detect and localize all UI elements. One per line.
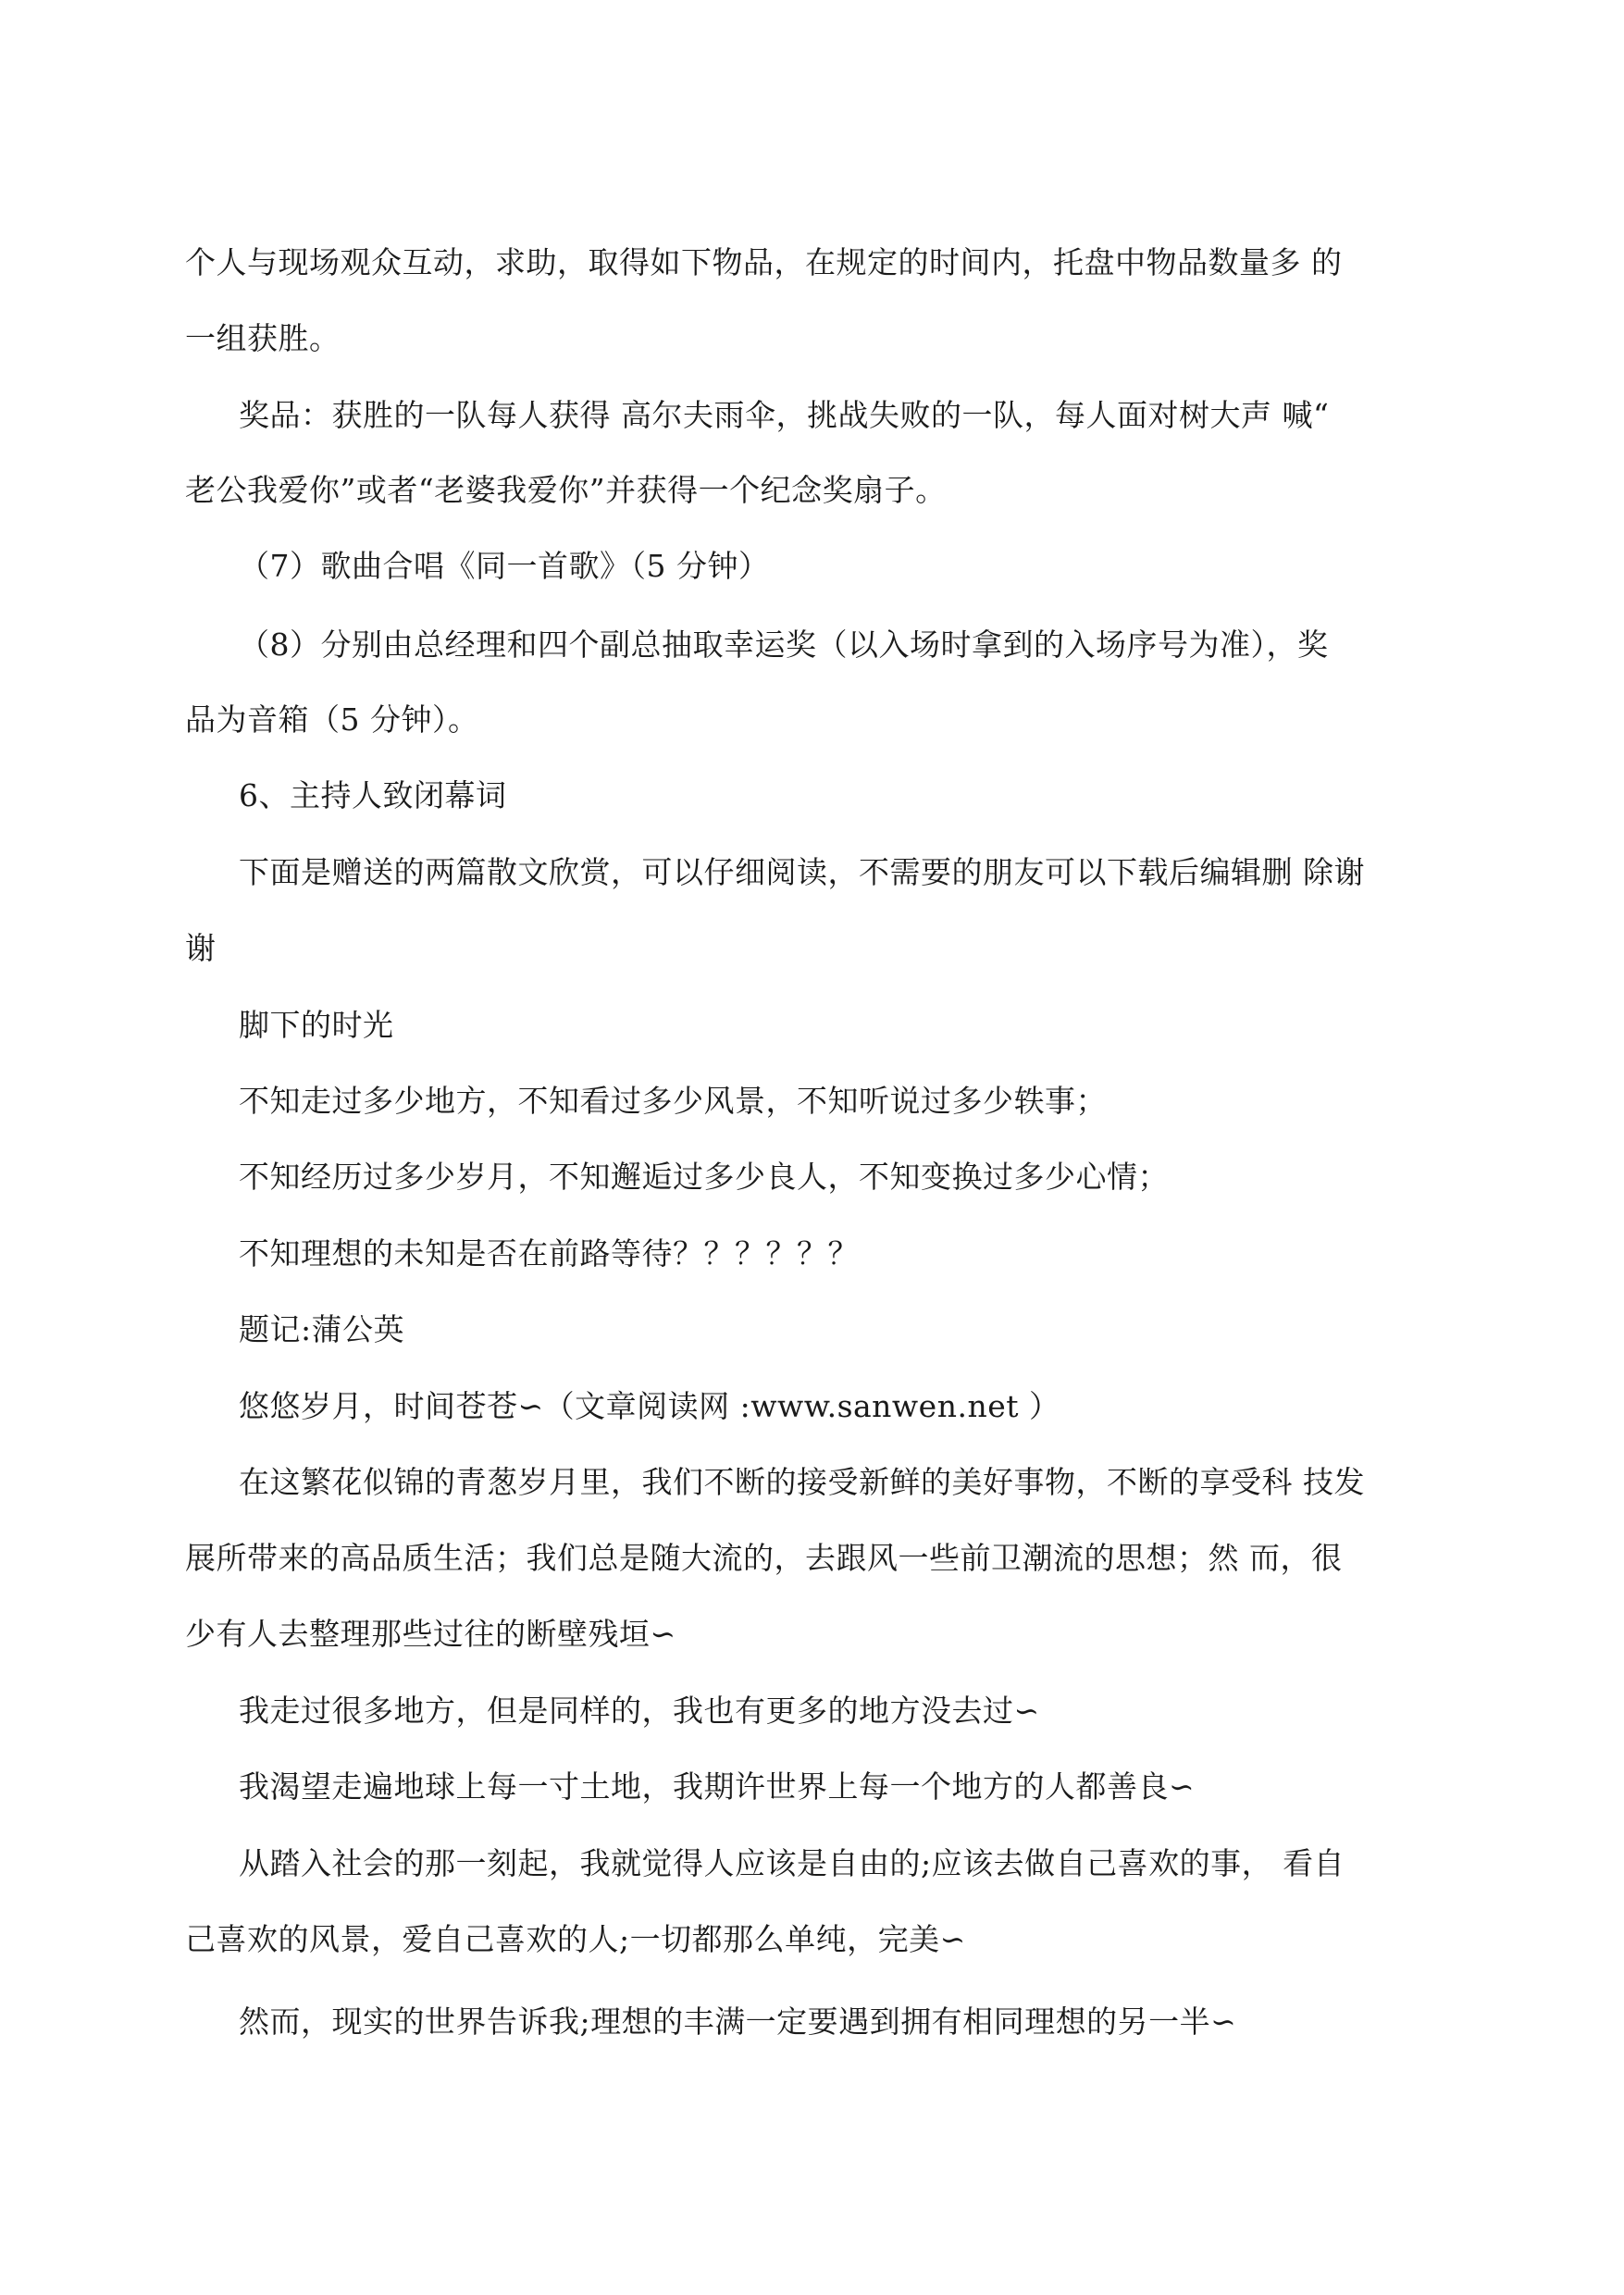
paragraph-line: 己喜欢的风景，爱自己喜欢的人;一切都那么单纯，完美∽ [185,1921,966,1957]
paragraph-line: 谢 [185,930,217,966]
paragraph-line: 不知走过多少地方，不知看过多少风景，不知听说过多少轶事； [239,1083,1107,1119]
paragraph-line: 不知理想的未知是否在前路等待？？？？？？ [239,1235,859,1272]
paragraph-line: 从踏入社会的那一刻起，我就觉得人应该是自由的;应该去做自己喜欢的事， 看自 [239,1845,1345,1881]
paragraph-line: （7）歌曲合唱《同一首歌》（5 分钟） [239,548,770,584]
paragraph-line: 题记:蒲公英 [239,1311,405,1347]
paragraph-line: 奖品：获胜的一队每人获得 高尔夫雨伞，挑战失败的一队，每人面对树大声 喊“ [239,397,1330,433]
paragraph-line: 我走过很多地方，但是同样的，我也有更多的地方没去过∽ [239,1693,1040,1729]
paragraph-line: 少有人去整理那些过往的断壁残垣∽ [185,1616,676,1652]
essay-title: 脚下的时光 [239,1007,394,1043]
paragraph-line: 我渴望走遍地球上每一寸土地，我期许世界上每一个地方的人都善良∽ [239,1768,1196,1805]
paragraph-line: 展所带来的高品质生活；我们总是随大流的，去跟风一些前卫潮流的思想；然 而，很 [185,1540,1343,1576]
paragraph-line: 悠悠岁月，时间苍苍∽（文章阅读网 :www.sanwen.net ） [239,1388,1060,1424]
paragraph-line: 然而，现实的世界告诉我;理想的丰满一定要遇到拥有相同理想的另一半∽ [239,2003,1237,2040]
paragraph-line: 个人与现场观众互动，求助，取得如下物品，在规定的时间内，托盘中物品数量多 的 [185,244,1343,280]
paragraph-line: 老公我爱你”或者“老婆我爱你”并获得一个纪念奖扇子。 [185,472,947,508]
paragraph-line: 在这繁花似锦的青葱岁月里，我们不断的接受新鲜的美好事物，不断的享受科 技发 [239,1464,1365,1500]
paragraph-line: 下面是赠送的两篇散文欣赏，可以仔细阅读，不需要的朋友可以下载后编辑删 除谢 [239,854,1365,890]
paragraph-line: 不知经历过多少岁月，不知邂逅过多少良人，不知变换过多少心情； [239,1159,1169,1195]
section-heading: 6、主持人致闭幕词 [239,777,507,813]
paragraph-line: 一组获胜。 [185,320,341,356]
paragraph-line: 品为音箱（5 分钟）。 [185,701,479,738]
paragraph-line: （8）分别由总经理和四个副总抽取幸运奖（以入场时拿到的入场序号为准），奖 [239,626,1329,663]
